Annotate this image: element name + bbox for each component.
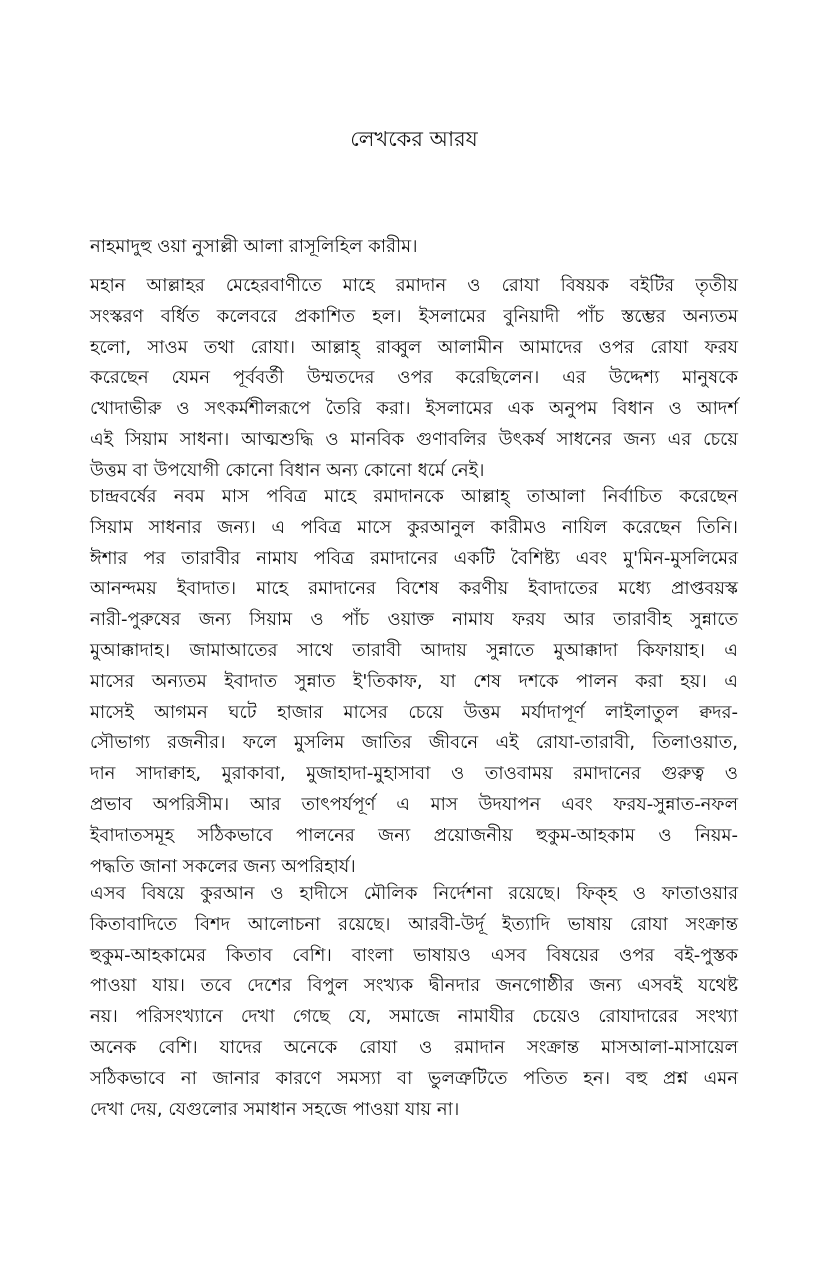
text-line: মহান আল্লাহর মেহেরবাণীতে মাহে রমাদান ও রোযা বিষয়ক বইটির তৃতীয় (90, 275, 738, 296)
text-line: সঠিকভাবে না জানার কারণে সমস্যা বা ভুলত্রুটিতে পতিত হন। বহু প্রশ্ন এমন (90, 1067, 738, 1089)
text-line: কিতাবাদিতে বিশদ আলোচনা রয়েছে। আরবী-উর্দূ ইত্যাদি ভাষায় রোযা সংক্রান্ত (90, 913, 738, 935)
text-line: সংস্করণ বর্ধিত কলেবরে প্রকাশিত হল। ইসলামের বুনিয়াদী পাঁচ স্তম্ভের অন্যতম (90, 305, 738, 327)
text-line: উত্তম বা উপযোগী কোনো বিধান অন্য কোনো ধর্মে নেই। (90, 459, 485, 481)
text-line: মাসেই আগমন ঘটে হাজার মাসের চেয়ে উত্তম মর্যাদাপূর্ণ লাইলাতুল ক্বদর- (90, 701, 738, 723)
text-line: ঈশার পর তারাবীর নামায পবিত্র রমাদানের একটি বৈশিষ্ট্য এবং মু'মিন-মুসলিমের (90, 547, 738, 569)
text-line: দান সাদাক্বাহ, মুরাকাবা, মুজাহাদা-মুহাসাবা ও তাওবাময় রমাদানের গুরুত্ব ও (90, 763, 738, 785)
text-line: নয়। পরিসংখ্যানে দেখা গেছে যে, সমাজে নামাযীর চেয়েও রোযাদারের সংখ্যা (90, 1006, 738, 1028)
salutation-line: নাহমাদুহু ওয়া নুসাল্লী আলা রাসূলিহিল কারীম। (90, 236, 418, 257)
text-line: হলো, সাওম তথা রোযা। আল্লাহ্ রাব্বুল আলামীন আমাদের ওপর রোযা ফরয (90, 336, 738, 358)
paragraph-1 (90, 271, 738, 487)
text-line: সৌভাগ্য রজনীর। ফলে মুসলিম জাতির জীবনে এই রোযা-তারাবী, তিলাওয়াত, (90, 732, 738, 754)
text-line: পাওয়া যায়। তবে দেশের বিপুল সংখ্যক দ্বীনদার জনগোষ্ঠীর জন্য এসবই যথেষ্ট (90, 975, 738, 997)
text-line: হুকুম-আহকামের কিতাব বেশি। বাংলা ভাষায়ও এসব বিষয়ের ওপর বই-পুস্তক (90, 944, 738, 966)
text-line: সিয়াম সাধনার জন্য। এ পবিত্র মাসে কুরআনুল কারীমও নাযিল করেছেন তিনি। (90, 516, 738, 538)
text-line: নারী-পুরুষের জন্য সিয়াম ও পাঁচ ওয়াক্ত নামায ফরয আর তারাবীহ সুন্নাতে (90, 609, 738, 631)
text-line: মুআক্কাদাহ। জামাআতের সাথে তারাবী আদায় সুন্নাতে মুআক্কাদা কিফায়াহ। এ (90, 639, 738, 661)
text-line: করেছেন যেমন পূর্ববর্তী উম্মতদের ওপর করেছিলেন। এর উদ্দেশ্য মানুষকে (90, 367, 738, 389)
paragraph-3 (90, 879, 738, 1125)
text-line: প্রভাব অপরিসীম। আর তাৎপর্যপূর্ণ এ মাস উদযাপন এবং ফরয-সুন্নাত-নফল (90, 793, 738, 815)
text-line: খোদাভীরু ও সৎকর্মশীলরূপে তৈরি করা। ইসলামের এক অনুপম বিধান ও আদর্শ (90, 398, 738, 420)
paragraph-2 (90, 482, 738, 882)
text-line: চান্দ্রবর্ষের নবম মাস পবিত্র মাহে রমাদানকে আল্লাহ্ তাআলা নির্বাচিত করেছেন (90, 486, 738, 507)
text-line: এই সিয়াম সাধনা। আত্মশুদ্ধি ও মানবিক গুণাবলির উৎকর্ষ সাধনের জন্য এর চেয়ে (90, 428, 738, 450)
text-line: দেখা দেয়, যেগুলোর সমাধান সহজে পাওয়া যায় না। (90, 1098, 460, 1120)
text-line: আনন্দময় ইবাদাত। মাহে রমাদানের বিশেষ করণীয় ইবাদাতের মধ্যে প্রাপ্তবয়স্ক (90, 578, 738, 600)
text-line: মাসের অন্যতম ইবাদাত সুন্নাত ই'তিকাফ, যা শেষ দশকে পালন করা হয়। এ (90, 670, 738, 692)
text-line: ইবাদাতসমূহ সঠিকভাবে পালনের জন্য প্রয়োজনীয় হুকুম-আহকাম ও নিয়ম- (90, 824, 738, 846)
page-title: লেখকের আরয (350, 127, 478, 151)
text-line: পদ্ধতি জানা সকলের জন্য অপরিহার্য। (90, 855, 356, 877)
text-line: অনেক বেশি। যাদের অনেকে রোযা ও রমাদান সংক্রান্ত মাসআলা-মাসায়েল (90, 1036, 738, 1058)
text-line: এসব বিষয়ে কুরআন ও হাদীসে মৌলিক নির্দেশনা রয়েছে। ফিক্‌হ ও ফাতাওয়ার (90, 883, 738, 904)
